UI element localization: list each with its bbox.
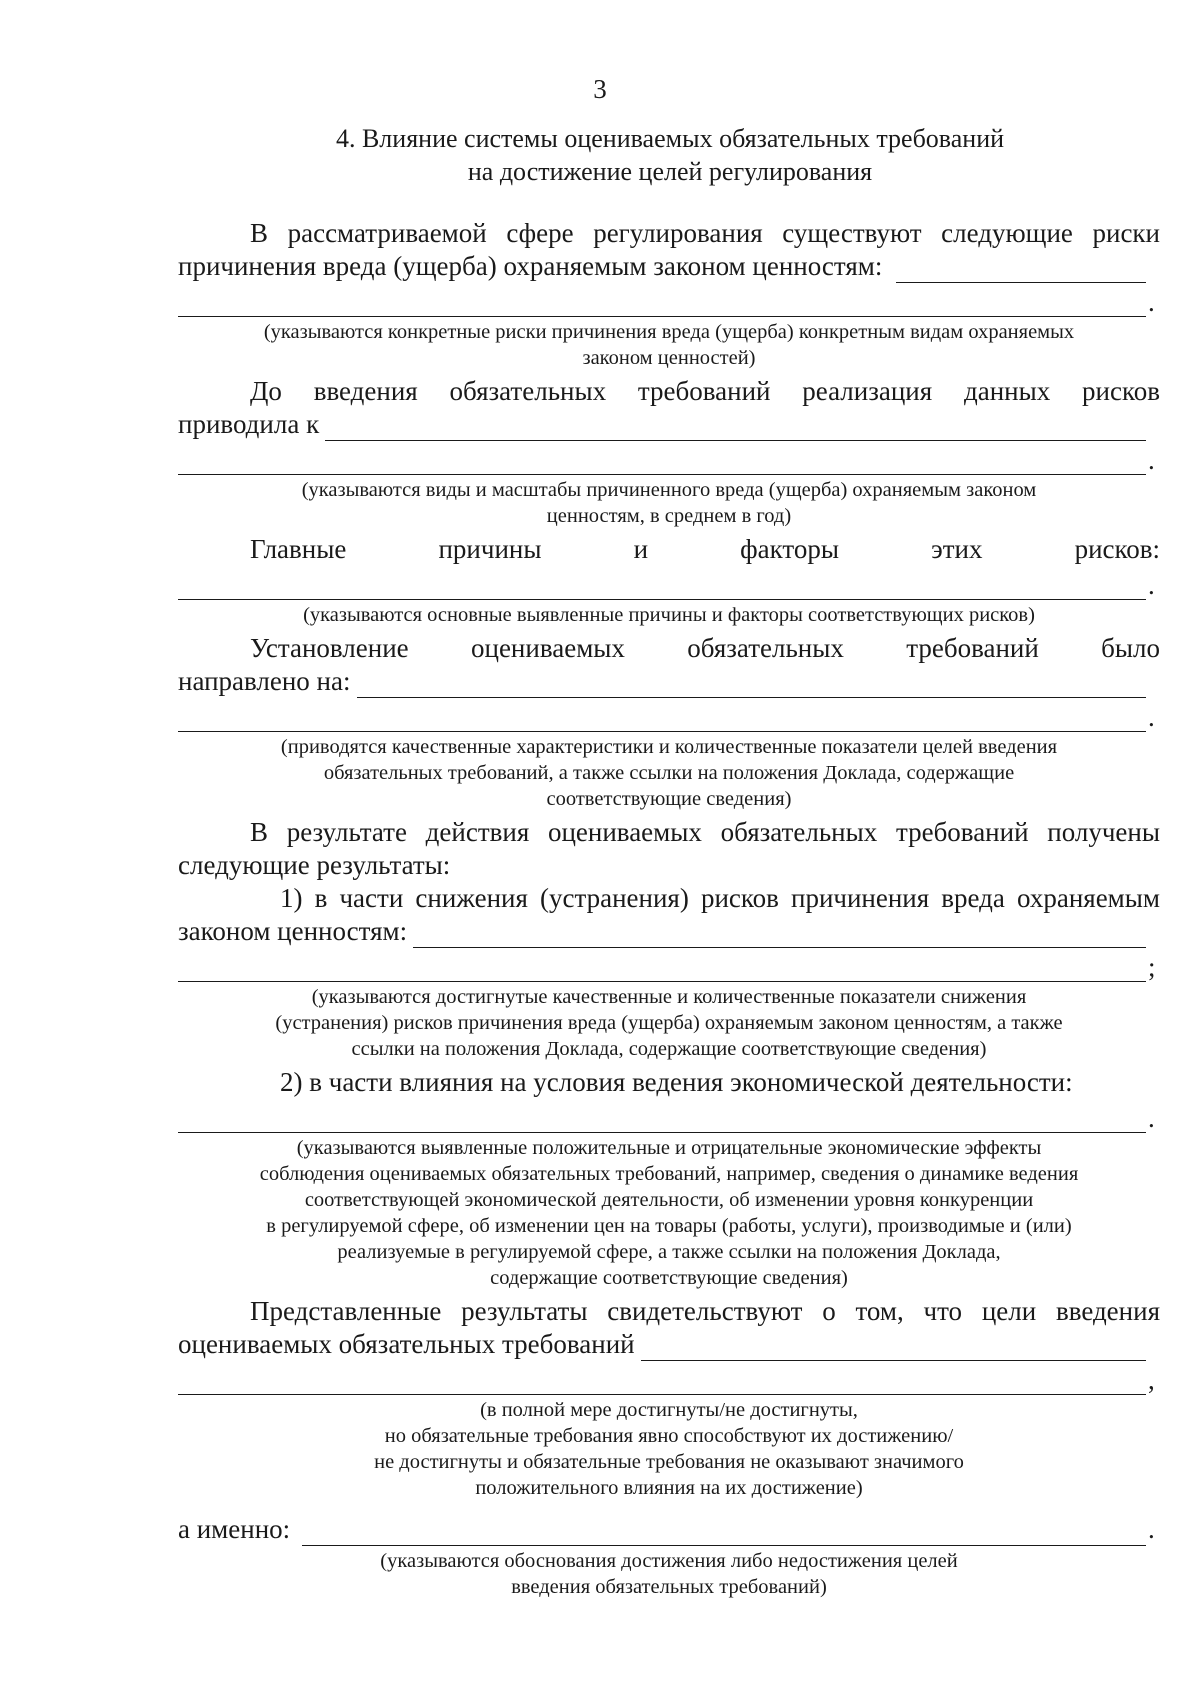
word: До: [250, 376, 282, 406]
word: Главные: [250, 534, 347, 564]
semicolon-mark: ;: [1148, 952, 1156, 982]
harm-paragraph-line-1: [178, 375, 1160, 408]
period-mark: .: [1148, 287, 1155, 317]
word: обязательных: [449, 376, 607, 406]
goals-field-row: [178, 665, 1160, 698]
word: требований: [637, 376, 771, 406]
risks-paragraph-line-1: В рассматриваемой сфере регулирования существуют следующие риски: [250, 218, 1160, 248]
conclusion-input-line-2[interactable]: [178, 1370, 1146, 1395]
conclusion-paragraph-line-1: Представленные результаты свидетельствуют о том, что цели введения: [250, 1296, 1160, 1326]
word: этих: [931, 534, 983, 564]
word: факторы: [740, 534, 839, 564]
conclusion-field-row: [178, 1328, 1160, 1361]
note-line: обязательных требований, а также ссылки на положения Доклада, содержащие: [323, 762, 1015, 784]
namely-input-line[interactable]: [302, 1521, 1146, 1546]
note-line: соответствующей экономической деятельности, об изменении уровня конкуренции: [304, 1189, 1034, 1211]
period-mark: .: [1148, 445, 1155, 475]
note-line: (указываются виды и масштабы причиненного вреда (ущерба) охраняемым законом: [301, 479, 1037, 501]
note-line: (указываются конкретные риски причинения вреда (ущерба) конкретным видам охраняемых: [263, 321, 1075, 343]
risks-input-line[interactable]: [896, 258, 1146, 283]
economic-input-line[interactable]: [178, 1108, 1146, 1133]
harm-paragraph-line-2: приводила к: [178, 409, 320, 439]
causes-field-row: [178, 570, 1160, 600]
note-line: ценностям, в среднем в год): [546, 505, 792, 527]
economic-paragraph: 2) в части влияния на условия ведения экономической деятельности:: [280, 1067, 1073, 1097]
note-line: но обязательные требования явно способствуют их достижению/: [384, 1425, 954, 1447]
note-line: в регулируемой сфере, об изменении цен на товары (работы, услуги), производимые и (или): [266, 1215, 1072, 1237]
note-line: соблюдения оцениваемых обязательных требований, например, сведения о динамике ведения: [259, 1163, 1079, 1185]
word: рисков: [1082, 376, 1160, 406]
note-line: (указываются основные выявленные причины и факторы соответствующих рисков): [303, 604, 1035, 626]
note-conclusion: [178, 1397, 1160, 1501]
word: данных: [963, 376, 1051, 406]
comma-mark: ,: [1148, 1365, 1155, 1395]
section-heading: [270, 122, 1070, 188]
heading-line-2: на достижение целей регулирования: [467, 157, 873, 186]
note-line: (приводятся качественные характеристики и количественные показатели целей введения: [280, 736, 1058, 758]
note-namely: [178, 1548, 1160, 1600]
goals-continuation-row: [178, 702, 1160, 732]
note-risk-reduction: [178, 984, 1160, 1062]
word: оцениваемых: [471, 633, 625, 663]
note-line: соответствующие сведения): [546, 788, 792, 810]
risks-continuation-row: [178, 287, 1160, 317]
note-line: положительного влияния на их достижение): [475, 1477, 863, 1499]
harm-input-line-2[interactable]: [178, 450, 1146, 475]
note-line: (указываются обоснования достижения либо недостижения целей: [380, 1550, 958, 1572]
page-number: 3: [593, 74, 607, 104]
results-paragraph-line-2: следующие результаты:: [178, 850, 451, 880]
note-economic: [178, 1135, 1160, 1291]
note-harm: [178, 477, 1160, 529]
word: было: [1101, 633, 1160, 663]
harm-input-line[interactable]: [325, 416, 1146, 441]
word: причины: [438, 534, 542, 564]
word: Установление: [250, 633, 409, 663]
word: реализация: [802, 376, 933, 406]
note-line: законом ценностей): [582, 347, 756, 369]
note-line: содержащие соответствующие сведения): [490, 1267, 848, 1289]
note-line: не достигнуты и обязательные требования не оказывают значимого: [374, 1451, 964, 1473]
results-paragraph-line-1: В результате действия оцениваемых обязательных требований получены: [250, 817, 1160, 847]
risks-input-line-2[interactable]: [178, 292, 1146, 317]
word: требований: [906, 633, 1039, 663]
note-line: реализуемые в регулируемой сфере, а также ссылки на положения Доклада,: [337, 1241, 1001, 1263]
goals-input-line[interactable]: [357, 673, 1147, 698]
note-line: введения обязательных требований): [511, 1576, 827, 1598]
note-line: (указываются выявленные положительные и отрицательные экономические эффекты: [296, 1137, 1042, 1159]
conclusion-paragraph-line-2: оцениваемых обязательных требований: [178, 1329, 635, 1359]
risk-reduction-input-line[interactable]: [413, 923, 1146, 948]
risk-reduction-line-1: 1) в части снижения (устранения) рисков причинения вреда охраняемым: [280, 883, 1160, 913]
note-line: (в полной мере достигнуты/не достигнуты,: [480, 1399, 858, 1421]
economic-field-row: [178, 1103, 1160, 1133]
harm-field-row: [178, 408, 1160, 441]
period-mark: .: [1148, 1103, 1155, 1133]
note-risks: [178, 319, 1160, 371]
conclusion-continuation-row: [178, 1365, 1160, 1395]
goals-paragraph-line-2: направлено на:: [178, 666, 351, 696]
risk-reduction-line-2: законом ценностям:: [178, 916, 408, 946]
word: введения: [313, 376, 418, 406]
risk-reduction-input-line-2[interactable]: [178, 957, 1146, 982]
namely-field-row: [178, 1513, 1160, 1546]
risk-reduction-field-row: [178, 915, 1160, 948]
form-body: [178, 217, 1160, 1604]
period-mark: .: [1148, 1514, 1155, 1544]
causes-paragraph-line: [178, 533, 1160, 566]
causes-input-line[interactable]: [178, 575, 1146, 600]
heading-line-1: 4. Влияние системы оцениваемых обязательных требований: [335, 124, 1005, 153]
note-line: ссылки на положения Доклада, содержащие соответствующие сведения): [351, 1038, 987, 1060]
goals-input-line-2[interactable]: [178, 707, 1146, 732]
note-line: (устранения) рисков причинения вреда (ущерба) охраняемым законом ценностям, а также: [275, 1012, 1063, 1034]
period-mark: .: [1148, 570, 1155, 600]
risks-paragraph-line-2: причинения вреда (ущерба) охраняемым законом ценностям:: [178, 251, 883, 281]
conclusion-input-line[interactable]: [641, 1336, 1146, 1361]
period-mark: .: [1148, 702, 1155, 732]
harm-continuation-row: [178, 445, 1160, 475]
goals-paragraph-line-1: [178, 632, 1160, 665]
risks-field-row: [178, 250, 1160, 283]
word: рисков:: [1074, 534, 1160, 564]
word: и: [633, 534, 649, 564]
namely-label: а именно:: [178, 1514, 291, 1544]
word: обязательных: [687, 633, 844, 663]
note-goals: [178, 734, 1160, 812]
risk-reduction-continuation-row: [178, 952, 1160, 982]
economic-paragraph-row: [178, 1066, 1160, 1099]
note-line: (указываются достигнутые качественные и количественные показатели снижения: [311, 986, 1027, 1008]
results-paragraph-line-2-row: [178, 849, 1160, 882]
note-causes: [178, 602, 1160, 628]
